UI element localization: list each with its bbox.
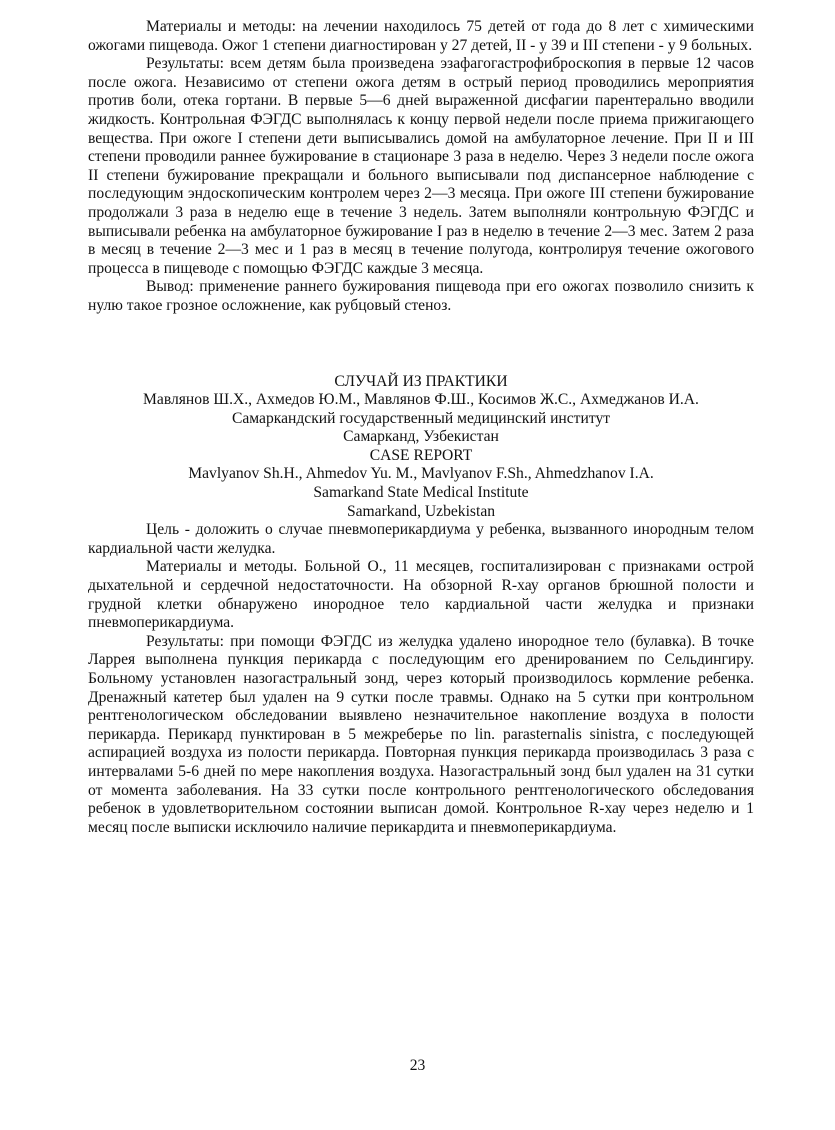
article-institute-en: Samarkand State Medical Institute <box>313 484 529 502</box>
article-authors-ru: Мавлянов Ш.Х., Ахмедов Ю.М., Мавлянов Ф.Ш., Косимов Ж.С., Ахмеджанов И.А. <box>143 391 699 409</box>
results-paragraph: Результаты: всем детям была произведена эзафагогастрофиброскопия в первые 12 часов после ожога. Независимо от степени ожога детям в острый период проводились мероприятия против боли, отека гортани. В первые 5—6 дней выраженной дисфагии парентерально вводили жидкость. Контрольная ФЭГДС выполнялась к концу первой недели после приема прижигающего вещества. При ожоге I степени дети выписывались домой на амбулаторное лечение. При II и III степени проводили раннее бужирование в стационаре 3 раза в неделю. Через 3 недели после ожога II степени бужирование прекращали и больного выписывали под диспансерное наблюдение с последующим эндоскопическим контролем через 2—3 месяца. При ожоге III степени бужирование продолжали 3 раза в неделю еще в течение 3 недель. Затем выполняли контрольную ФЭГДС и выписывали ребенка на амбулаторное бужирование I раз в неделю в течение 2—3 мес. Затем 2 раза в месяц в течение 2—3 мес и 1 раз в месяц в течение полугода, контролируя течение ожогового процесса в пищеводе с помощью ФЭГДС каждые 3 месяца. <box>88 55 754 277</box>
case-results-paragraph: Результаты: при помощи ФЭГДС из желудка удалено инородное тело (булавка). В точке Ларрея выполнена пункция перикарда с последующим его дренированием по Сельдингиру. Больному установлен назогастральный зонд, через который производилось кормление ребенка. Дренажный катетер был удален на 9 сутки после травмы. Однако на 5 сутки при контрольном рентгенологическом обследовании выявлено незначительное накопление воздуха в полости перикарда. Перикард пунктирован в 5 межреберье по lin. parasternalis sinistra, с последующей аспирацией воздуха из полости перикарда. Повторная пункция перикарда производилась 3 раза с интервалами 5-6 дней по мере накопления воздуха. Назогастральный зонд был удален на 31 сутки от момента заболевания. На 33 сутки после контрольного рентгенологического обследования ребенок в удовлетворительном состоянии выписан домой. Контрольное R-хау через неделю и 1 месяц после выписки исключило наличие перикардита и пневмоперикардиума. <box>88 632 754 836</box>
case-methods-paragraph: Материалы и методы. Больной О., 11 месяцев, госпитализирован с признаками острой дыхательной и сердечной недостаточности. На обзорной R-хау органов брюшной полости и грудной клетки обнаружено инородное тело кардиальной части желудка и признаки пневмоперикардиума. <box>88 558 754 632</box>
conclusion-paragraph: Вывод: применение раннего бужирования пищевода при его ожогах позволило снизить к нулю такое грозное осложнение, как рубцовый стеноз. <box>88 278 754 314</box>
article-title-en: CASE REPORT <box>369 446 473 464</box>
article-title-ru: СЛУЧАЙ ИЗ ПРАКТИКИ <box>334 372 508 390</box>
article-authors-en: Mavlyanov Sh.H., Ahmedov Yu. M., Mavlyanov F.Sh., Ahmedzhanov I.A. <box>188 465 654 483</box>
page-body <box>88 18 754 837</box>
article-city-ru: Самарканд, Узбекистан <box>343 428 499 446</box>
methods-paragraph: Материалы и методы: на лечении находилось 75 детей от года до 8 лет с химическими ожогами пищевода. Ожог 1 степени диагностирован у 27 детей, II - у 39 и III степени - у 9 больных. <box>88 18 754 54</box>
section-gap <box>88 316 754 373</box>
article-institute-ru: Самаркандский государственный медицинский институт <box>231 409 611 427</box>
page-number: 23 <box>409 1057 426 1074</box>
aim-paragraph: Цель - доложить о случае пневмоперикардиума у ребенка, вызванного инородным телом кардиальной части желудка. <box>88 521 754 557</box>
article-city-en: Samarkand, Uzbekistan <box>346 502 496 520</box>
